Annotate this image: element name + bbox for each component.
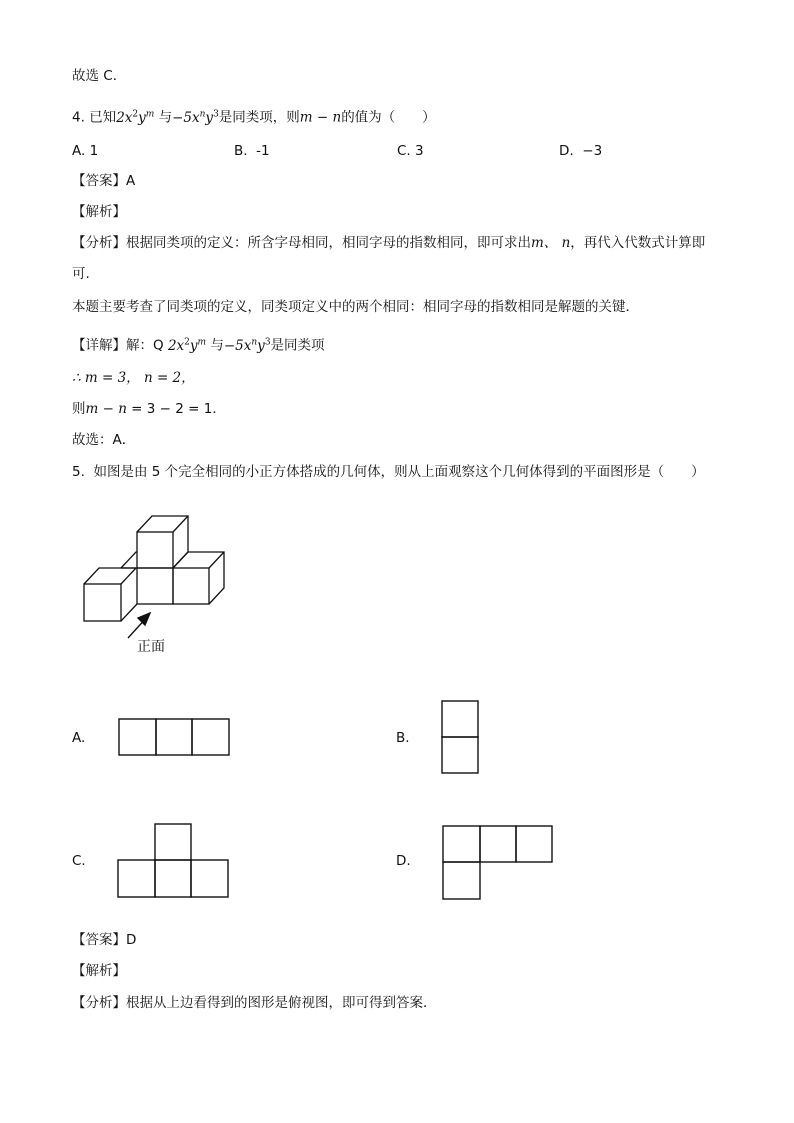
q4-analysis-p1: 【分析】根据同类项的定义：所含字母相同，相同字母的指数相同，即可求出m、 n，再代入代数式计算即 [72,235,706,251]
q4-mid: 与 [158,109,173,126]
q4-conclusion: 故选：A． [72,432,136,448]
q4-answer: 【答案】A [72,173,136,189]
q5-stem: 5. 如图是由 5 个完全相同的小正方体搭成的几何体，则从上面观察这个几何体得到的平面图形是（ ） [72,464,705,480]
q4-option-d: D. −3 [559,143,603,159]
q5-answer: 【答案】D [72,932,137,948]
q4-expr: m − n [299,109,342,126]
q5-option-a-figure [118,717,232,757]
q4-post: 是同类项，则 [218,109,300,126]
q5-option-a-label: A. [72,730,86,746]
q4-step1: ∴ m = 3， n = 2， [72,370,195,386]
q5-analysis-header: 【解析】 [72,963,126,979]
q5-analysis-p1: 【分析】根据从上边看得到的图形是俯视图，即可得到答案． [72,995,437,1011]
q5-option-c-figure [116,822,232,900]
q4-number: 4. [72,109,85,126]
prev-conclusion: 故选 C． [72,68,127,84]
q5-option-c-label: C. [72,853,86,869]
q5-option-b-figure [440,699,482,777]
q4-term2: $-5x^ny^3$ [172,109,219,126]
q5-option-d-label: D. [396,853,411,869]
q4-analysis-header: 【解析】 [72,204,126,220]
front-label: 正面 [137,639,165,655]
q4-term1: $2x^2y^m$ [116,109,155,126]
q4-detail: 【详解】解：Q $2x^2y^m$ 与$-5x^ny^3$是同类项 [72,337,325,354]
q5-option-d-figure [441,824,557,902]
q5-option-b-label: B. [396,730,410,746]
q4-analysis-p1-cont: 可. [72,266,90,282]
q4-step2: 则m − n = 3 − 2 = 1． [72,401,226,417]
q4-analysis-p2: 本题主要考查了同类项的定义，同类项定义中的两个相同：相同字母的指数相同是解题的关键． [72,299,639,315]
q4-option-a: A. 1 [72,143,99,159]
q4-option-b: B. -1 [234,143,270,159]
q4-tail: 的值为（ ） [341,109,436,126]
q4-pre: 已知 [89,109,117,126]
q4-option-c: C. 3 [397,143,424,159]
q4-stem [72,104,436,128]
